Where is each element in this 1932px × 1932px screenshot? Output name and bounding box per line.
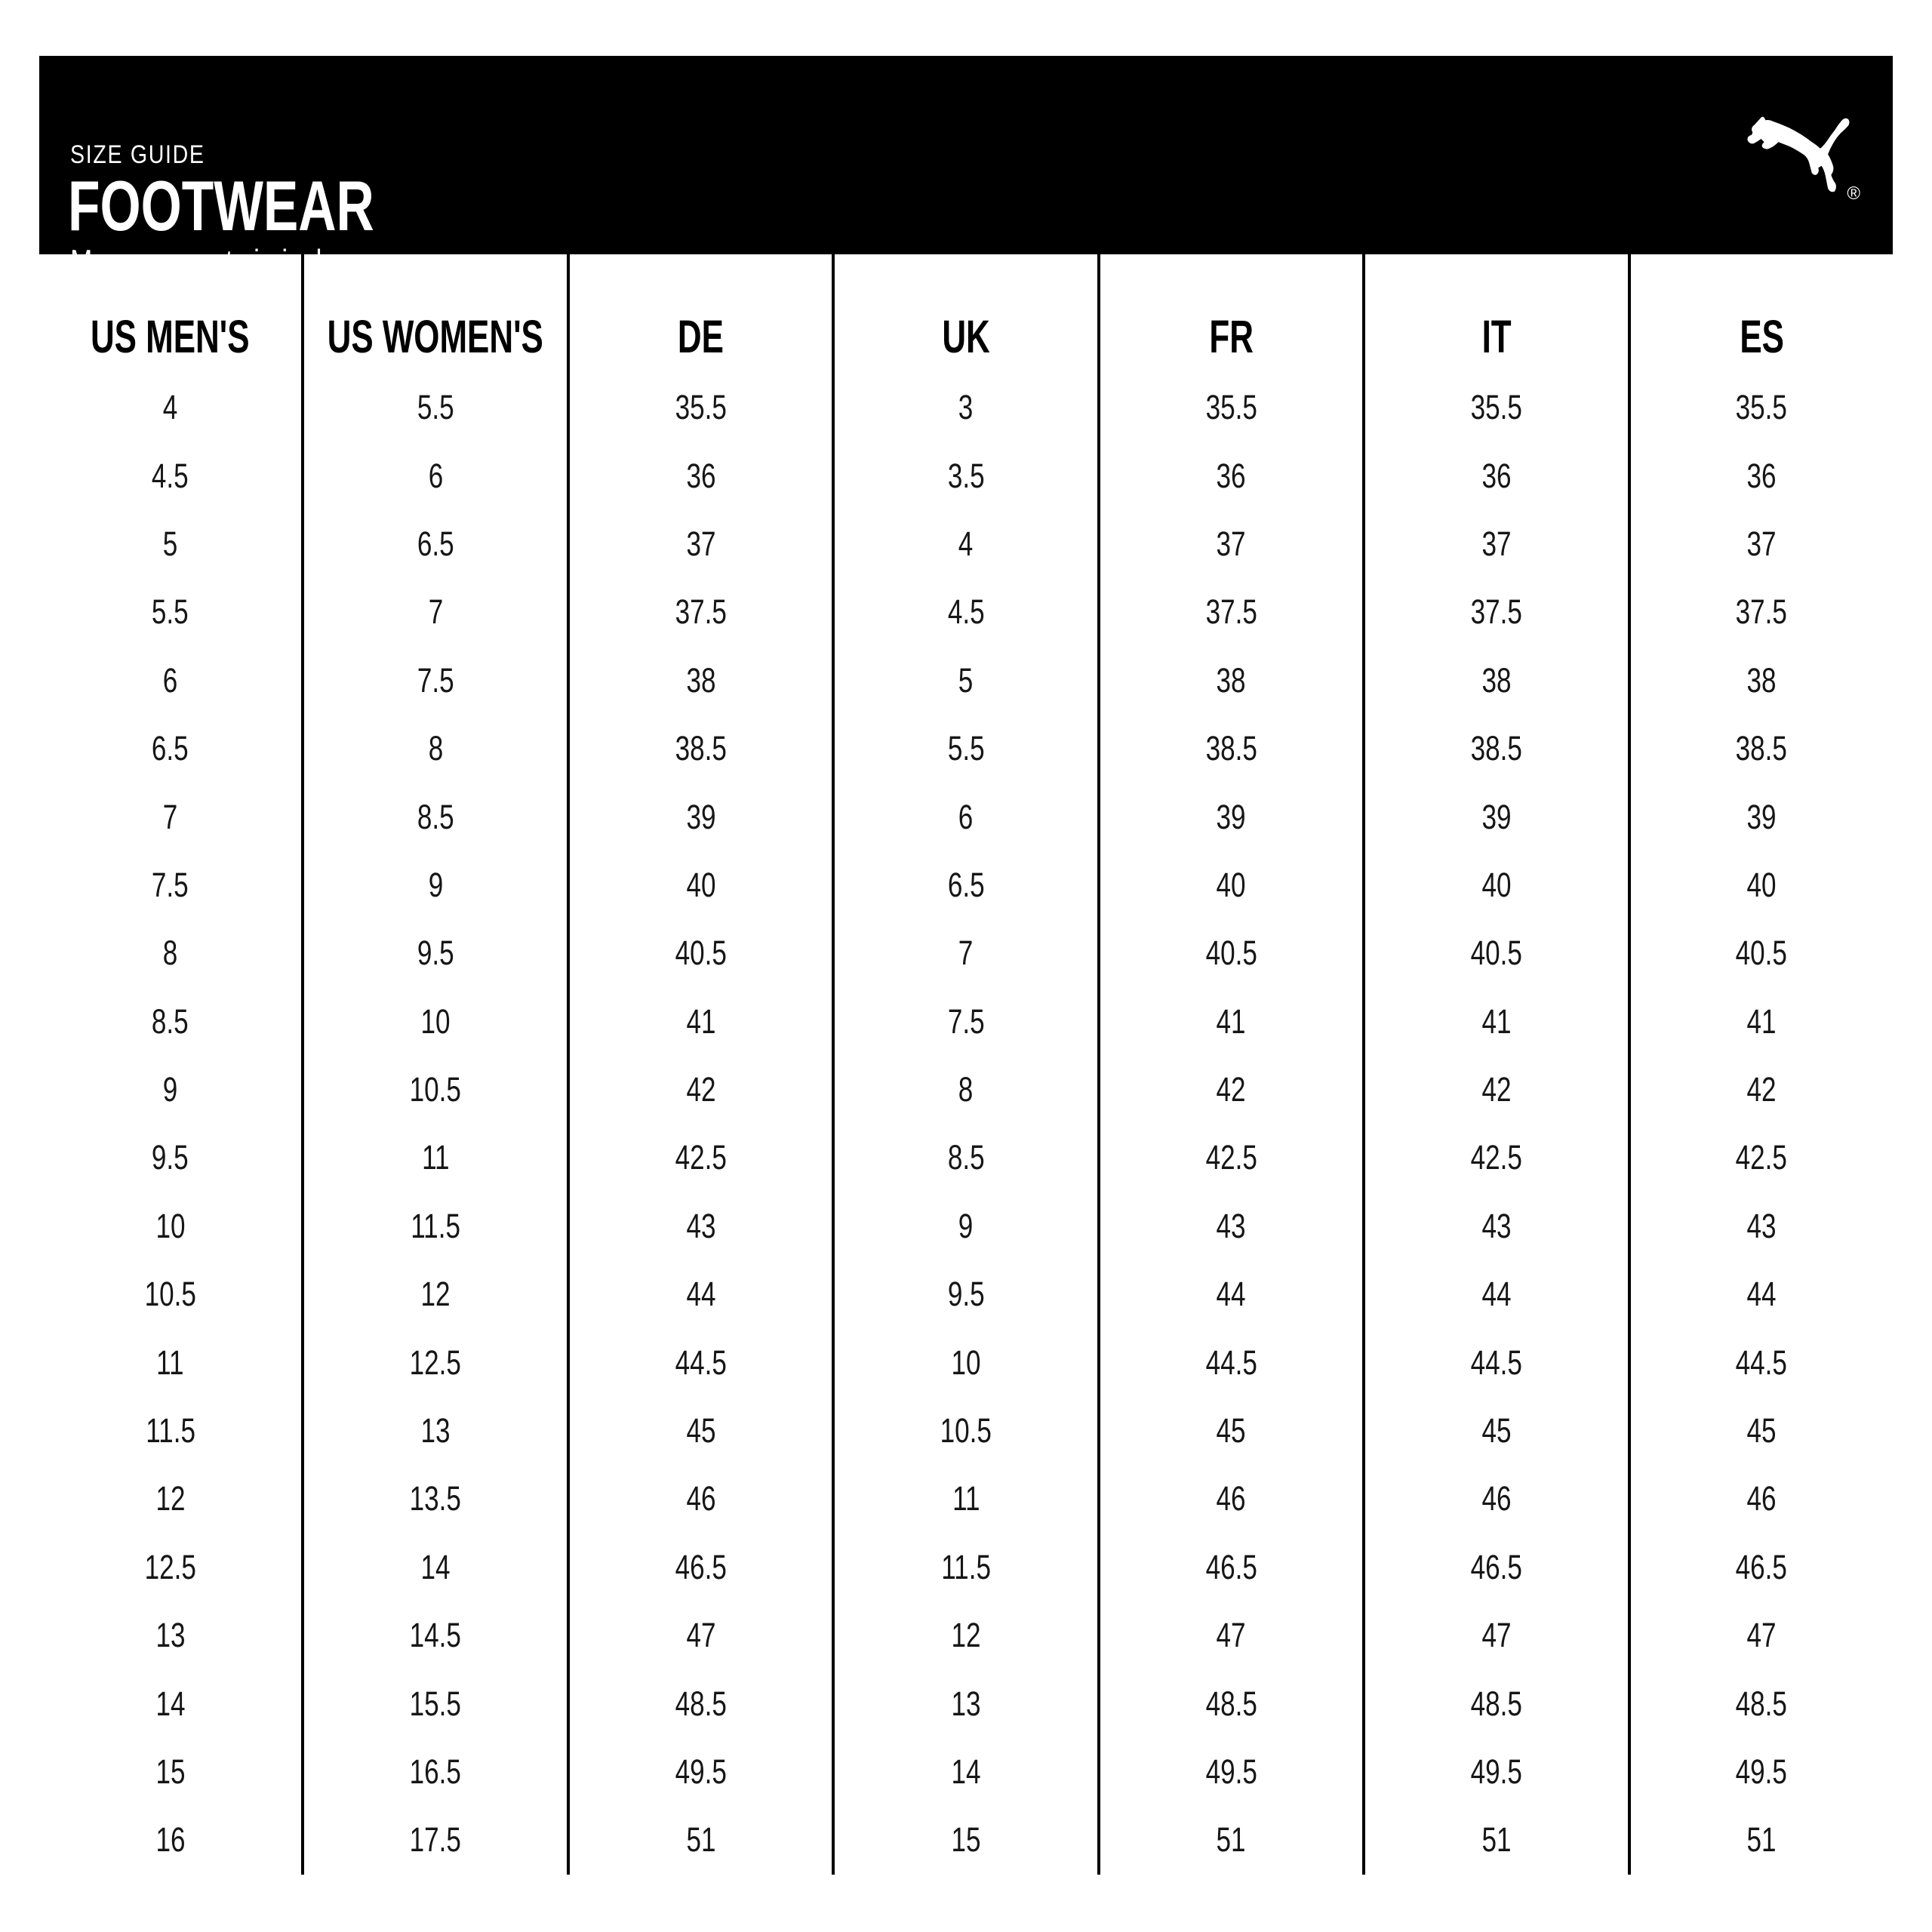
size-cell-uk: 11 <box>952 1479 980 1518</box>
size-cell-uk: 15 <box>951 1820 981 1860</box>
size-cell-fr: 47 <box>1216 1616 1246 1655</box>
size-cell-uk: 8 <box>958 1070 974 1109</box>
size-cell-es: 49.5 <box>1736 1752 1788 1791</box>
size-cell-us-womens: 8.5 <box>417 797 454 836</box>
size-cell-us-mens: 13 <box>155 1616 186 1655</box>
size-cell-uk: 7 <box>958 934 974 973</box>
size-cell-es: 45 <box>1746 1411 1777 1451</box>
size-cell-us-mens: 4.5 <box>152 456 189 495</box>
size-cell-fr: 38 <box>1216 660 1246 700</box>
size-cell-us-mens: 6.5 <box>152 729 189 768</box>
size-cell-de: 46 <box>686 1479 716 1518</box>
size-cell-uk: 4.5 <box>947 592 985 632</box>
size-cell-fr: 38.5 <box>1205 729 1257 768</box>
size-cell-us-womens: 16.5 <box>409 1752 462 1791</box>
size-cell-es: 43 <box>1746 1206 1777 1245</box>
size-cell-it: 38 <box>1481 660 1512 700</box>
size-cell-uk: 10 <box>951 1343 981 1382</box>
size-cell-es: 42.5 <box>1736 1138 1788 1177</box>
size-cell-us-womens: 6 <box>428 456 443 495</box>
size-cell-fr: 51 <box>1216 1820 1246 1860</box>
size-cell-de: 37.5 <box>675 592 727 632</box>
size-cell-it: 40.5 <box>1470 934 1522 973</box>
column-uk <box>832 254 1097 1875</box>
size-cell-uk: 5 <box>958 660 974 700</box>
size-cell-us-womens: 11 <box>421 1138 450 1177</box>
size-cell-es: 41 <box>1746 1001 1777 1041</box>
size-cell-es: 37 <box>1746 524 1777 563</box>
size-cell-fr: 35.5 <box>1205 388 1257 427</box>
column-header-us-mens: US MEN'S <box>91 311 250 362</box>
size-cell-uk: 6 <box>958 797 974 836</box>
size-cell-uk: 9.5 <box>947 1275 985 1314</box>
size-table <box>39 254 1893 1875</box>
column-header-us-womens: US WOMEN'S <box>328 311 544 362</box>
size-cell-fr: 40 <box>1216 865 1246 904</box>
size-cell-it: 48.5 <box>1470 1684 1522 1723</box>
size-cell-us-womens: 10.5 <box>409 1070 462 1109</box>
size-cell-it: 46.5 <box>1470 1547 1522 1586</box>
size-cell-fr: 40.5 <box>1205 934 1257 973</box>
size-cell-uk: 5.5 <box>947 729 985 768</box>
size-cell-it: 35.5 <box>1470 388 1522 427</box>
size-cell-es: 38 <box>1746 660 1777 700</box>
size-cell-fr: 39 <box>1216 797 1246 836</box>
size-cell-us-mens: 9 <box>162 1070 178 1109</box>
size-cell-de: 43 <box>686 1206 716 1245</box>
size-cell-us-mens: 5.5 <box>152 592 189 632</box>
size-cell-us-mens: 11.5 <box>145 1411 195 1451</box>
size-cell-us-mens: 7 <box>162 797 178 836</box>
size-cell-uk: 7.5 <box>947 1001 985 1041</box>
size-cell-us-mens: 10.5 <box>144 1275 196 1314</box>
size-cell-us-womens: 9.5 <box>417 934 454 973</box>
size-cell-de: 40 <box>686 865 716 904</box>
size-cell-fr: 37 <box>1216 524 1246 563</box>
size-cell-us-mens: 6 <box>162 660 178 700</box>
size-cell-es: 51 <box>1746 1820 1777 1860</box>
size-cell-fr: 37.5 <box>1205 592 1257 632</box>
column-header-de: DE <box>678 311 724 362</box>
size-cell-us-mens: 10 <box>155 1206 186 1245</box>
size-cell-it: 44.5 <box>1470 1343 1522 1382</box>
size-cell-de: 42.5 <box>675 1138 727 1177</box>
size-cell-de: 46.5 <box>675 1547 727 1586</box>
size-cell-it: 43 <box>1481 1206 1512 1245</box>
size-cell-de: 49.5 <box>675 1752 727 1791</box>
size-cell-de: 44.5 <box>675 1343 727 1382</box>
size-cell-us-mens: 5 <box>162 524 178 563</box>
size-cell-de: 35.5 <box>675 388 727 427</box>
size-cell-uk: 13 <box>951 1684 981 1723</box>
column-header-it: IT <box>1481 311 1512 362</box>
size-cell-us-mens: 11 <box>156 1343 184 1382</box>
size-cell-us-mens: 15 <box>155 1752 186 1791</box>
size-cell-de: 38.5 <box>675 729 727 768</box>
column-header-uk: UK <box>942 311 990 362</box>
size-cell-es: 37.5 <box>1736 592 1788 632</box>
size-cell-uk: 6.5 <box>947 865 985 904</box>
size-cell-de: 41 <box>686 1001 716 1041</box>
size-cell-de: 37 <box>686 524 716 563</box>
footwear-title: FOOTWEAR <box>68 166 374 245</box>
size-cell-us-womens: 7 <box>428 592 443 632</box>
size-cell-fr: 36 <box>1216 456 1246 495</box>
size-cell-de: 48.5 <box>675 1684 727 1723</box>
size-cell-us-womens: 13 <box>420 1411 451 1451</box>
column-header-fr: FR <box>1209 311 1254 362</box>
size-cell-es: 42 <box>1746 1070 1777 1109</box>
size-cell-de: 38 <box>686 660 716 700</box>
size-cell-us-womens: 14 <box>420 1547 451 1586</box>
column-fr <box>1097 254 1362 1875</box>
size-cell-it: 42 <box>1481 1070 1512 1109</box>
size-cell-uk: 12 <box>951 1616 981 1655</box>
size-cell-uk: 3.5 <box>947 456 985 495</box>
size-cell-es: 35.5 <box>1736 388 1788 427</box>
size-cell-it: 44 <box>1481 1275 1512 1314</box>
size-cell-es: 38.5 <box>1736 729 1788 768</box>
size-cell-us-womens: 10 <box>420 1001 451 1041</box>
size-cell-us-womens: 7.5 <box>417 660 454 700</box>
column-it <box>1362 254 1627 1875</box>
size-cell-us-mens: 12.5 <box>144 1547 196 1586</box>
size-cell-fr: 42 <box>1216 1070 1246 1109</box>
size-cell-uk: 8.5 <box>947 1138 985 1177</box>
size-cell-us-womens: 5.5 <box>417 388 454 427</box>
size-cell-de: 45 <box>686 1411 716 1451</box>
size-cell-es: 44.5 <box>1736 1343 1788 1382</box>
size-cell-it: 46 <box>1481 1479 1512 1518</box>
size-guide-label: SIZE GUIDE <box>70 140 205 169</box>
size-cell-us-womens: 6.5 <box>417 524 454 563</box>
size-cell-us-mens: 8 <box>162 934 178 973</box>
size-cell-de: 44 <box>686 1275 716 1314</box>
size-cell-us-mens: 4 <box>162 388 178 427</box>
size-cell-us-womens: 8 <box>428 729 443 768</box>
size-cell-it: 42.5 <box>1470 1138 1522 1177</box>
column-header-es: ES <box>1739 311 1784 362</box>
size-cell-us-womens: 15.5 <box>409 1684 462 1723</box>
size-cell-it: 51 <box>1481 1820 1512 1860</box>
size-cell-fr: 41 <box>1216 1001 1246 1041</box>
column-de <box>567 254 832 1875</box>
size-cell-de: 36 <box>686 456 716 495</box>
size-cell-us-mens: 8.5 <box>152 1001 189 1041</box>
size-cell-us-mens: 7.5 <box>152 865 189 904</box>
size-cell-it: 45 <box>1481 1411 1512 1451</box>
size-cell-it: 47 <box>1481 1616 1512 1655</box>
size-cell-es: 47 <box>1746 1616 1777 1655</box>
size-cell-de: 40.5 <box>675 934 727 973</box>
size-cell-de: 51 <box>686 1820 716 1860</box>
size-cell-de: 39 <box>686 797 716 836</box>
column-us-womens <box>301 254 566 1875</box>
size-cell-it: 37 <box>1481 524 1512 563</box>
size-cell-us-womens: 14.5 <box>409 1616 462 1655</box>
size-cell-us-womens: 9 <box>428 865 443 904</box>
size-cell-fr: 49.5 <box>1205 1752 1257 1791</box>
size-cell-fr: 44.5 <box>1205 1343 1257 1382</box>
size-cell-uk: 3 <box>958 388 974 427</box>
size-cell-uk: 9 <box>958 1206 974 1245</box>
size-cell-it: 41 <box>1481 1001 1512 1041</box>
size-cell-es: 44 <box>1746 1275 1777 1314</box>
size-cell-us-mens: 9.5 <box>152 1138 189 1177</box>
measurements-note: Measurements in inches. <box>70 243 367 278</box>
size-cell-it: 49.5 <box>1470 1752 1522 1791</box>
size-cell-us-womens: 13.5 <box>409 1479 462 1518</box>
size-cell-fr: 46.5 <box>1205 1547 1257 1586</box>
size-cell-es: 40 <box>1746 865 1777 904</box>
size-cell-it: 37.5 <box>1470 592 1522 632</box>
size-cell-us-womens: 12 <box>420 1275 451 1314</box>
puma-logo-icon <box>1741 108 1863 205</box>
size-cell-fr: 43 <box>1216 1206 1246 1245</box>
size-cell-it: 38.5 <box>1470 729 1522 768</box>
registered-trademark-icon: ® <box>1847 183 1860 204</box>
size-cell-us-womens: 17.5 <box>409 1820 462 1860</box>
size-cell-de: 47 <box>686 1616 716 1655</box>
size-cell-es: 40.5 <box>1736 934 1788 973</box>
size-cell-de: 42 <box>686 1070 716 1109</box>
size-cell-it: 40 <box>1481 865 1512 904</box>
size-cell-es: 39 <box>1746 797 1777 836</box>
column-es <box>1628 254 1893 1875</box>
size-cell-us-mens: 12 <box>155 1479 186 1518</box>
header-banner <box>39 56 1893 278</box>
size-cell-us-mens: 14 <box>155 1684 186 1723</box>
size-cell-fr: 42.5 <box>1205 1138 1257 1177</box>
size-cell-us-mens: 16 <box>155 1820 186 1860</box>
size-cell-uk: 14 <box>951 1752 981 1791</box>
size-cell-es: 46.5 <box>1736 1547 1788 1586</box>
column-us-mens <box>39 254 301 1875</box>
size-cell-it: 39 <box>1481 797 1512 836</box>
size-cell-fr: 48.5 <box>1205 1684 1257 1723</box>
size-cell-it: 36 <box>1481 456 1512 495</box>
size-cell-us-womens: 12.5 <box>409 1343 462 1382</box>
size-cell-es: 36 <box>1746 456 1777 495</box>
size-cell-us-womens: 11.5 <box>411 1206 460 1245</box>
size-cell-fr: 44 <box>1216 1275 1246 1314</box>
size-cell-fr: 45 <box>1216 1411 1246 1451</box>
size-cell-uk: 4 <box>958 524 974 563</box>
size-cell-uk: 11.5 <box>941 1547 991 1586</box>
size-cell-uk: 10.5 <box>940 1411 992 1451</box>
size-cell-es: 48.5 <box>1736 1684 1788 1723</box>
size-cell-es: 46 <box>1746 1479 1777 1518</box>
size-cell-fr: 46 <box>1216 1479 1246 1518</box>
